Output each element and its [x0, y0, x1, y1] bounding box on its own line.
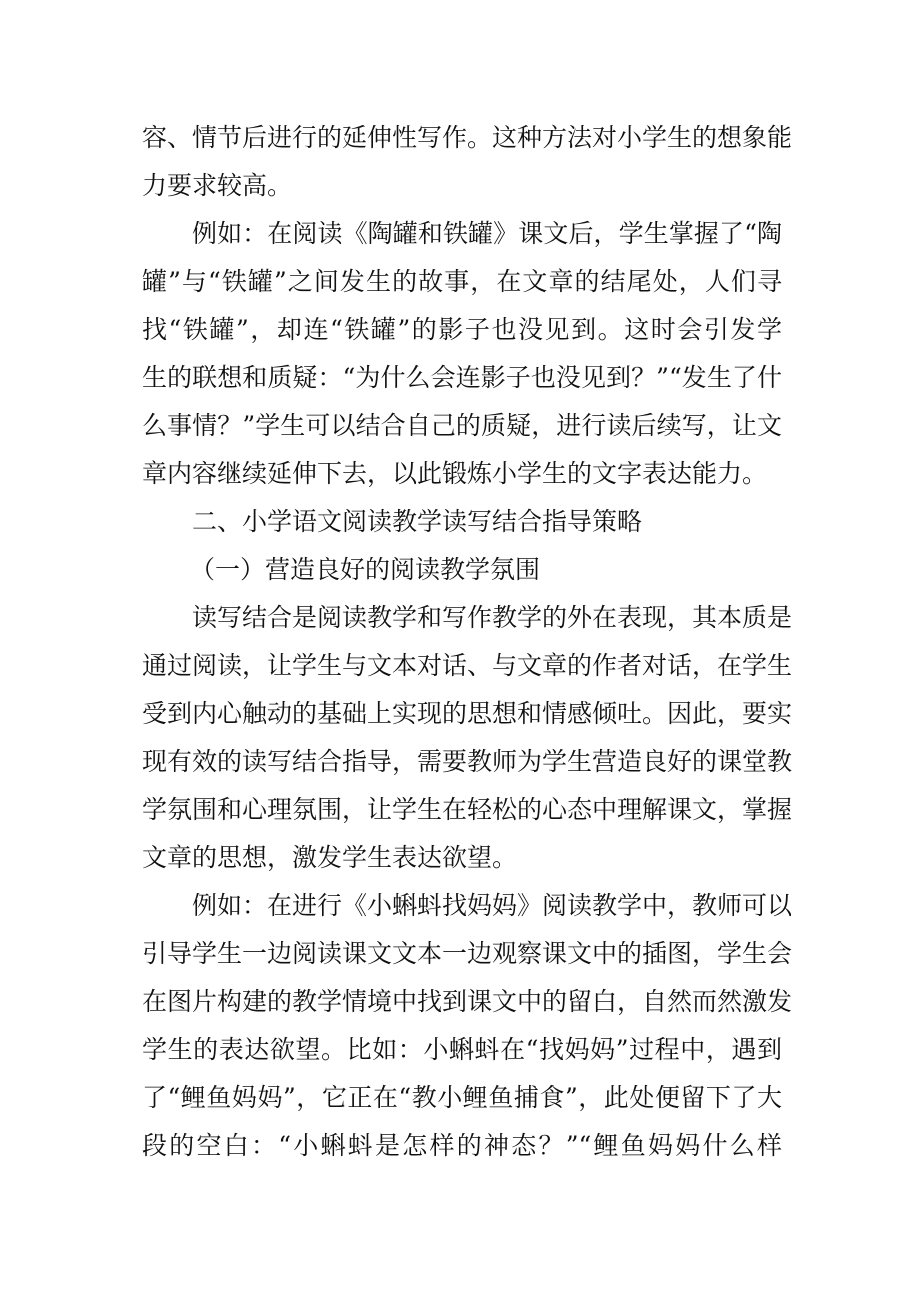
text-line: 通过阅读，让学生与文本对话、与文章的作者对话，在学生 [142, 651, 793, 680]
text-line: 生的联想和质疑：“为什么会连影子也没见到？”“发生了什 [142, 363, 782, 392]
text-line: 容、情节后进行的延伸性写作。这种方法对小学生的想象能 [142, 123, 793, 152]
text-line: 学生的表达欲望。比如：小蝌蚪在“找妈妈”过程中，遇到 [142, 1035, 782, 1064]
text-line: 罐”与“铁罐”之间发生的故事，在文章的结尾处，人们寻 [142, 267, 782, 296]
text-line: 文章的思想，激发学生表达欲望。 [142, 843, 518, 872]
text-line: 力要求较高。 [142, 171, 293, 200]
text-line: 段的空白：“小蝌蚪是怎样的神态？”“鲤鱼妈妈什么样 [142, 1131, 782, 1160]
text-line: 在图片构建的教学情境中找到课文中的留白，自然而然激发 [142, 987, 793, 1016]
text-line: 受到内心触动的基础上实现的思想和情感倾吐。因此，要实 [142, 699, 793, 728]
text-line: 现有效的读写结合指导，需要教师为学生营造良好的课堂教 [142, 747, 793, 776]
text-line: 章内容继续延伸下去，以此锻炼小学生的文字表达能力。 [142, 459, 768, 488]
text-line: 么事情？”学生可以结合自己的质疑，进行读后续写，让文 [142, 411, 782, 440]
text-line: 读写结合是阅读教学和写作教学的外在表现，其本质是 [192, 603, 793, 632]
text-line: 了“鲤鱼妈妈”，它正在“教小鲤鱼捕食”，此处便留下了大 [142, 1083, 782, 1112]
text-line: 例如：在进行《小蝌蚪找妈妈》阅读教学中，教师可以 [192, 891, 793, 920]
text-line: 找“铁罐”，却连“铁罐”的影子也没见到。这时会引发学 [142, 315, 782, 344]
text-line: 引导学生一边阅读课文文本一边观察课文中的插图，学生会 [142, 939, 793, 968]
text-line: 例如：在阅读《陶罐和铁罐》课文后，学生掌握了“陶 [192, 219, 782, 248]
text-line: 学氛围和心理氛围，让学生在轻松的心态中理解课文，掌握 [142, 795, 793, 824]
subsection-heading: （一）营造良好的阅读教学氛围 [190, 555, 541, 584]
section-heading: 二、小学语文阅读教学读写结合指导策略 [192, 507, 643, 536]
